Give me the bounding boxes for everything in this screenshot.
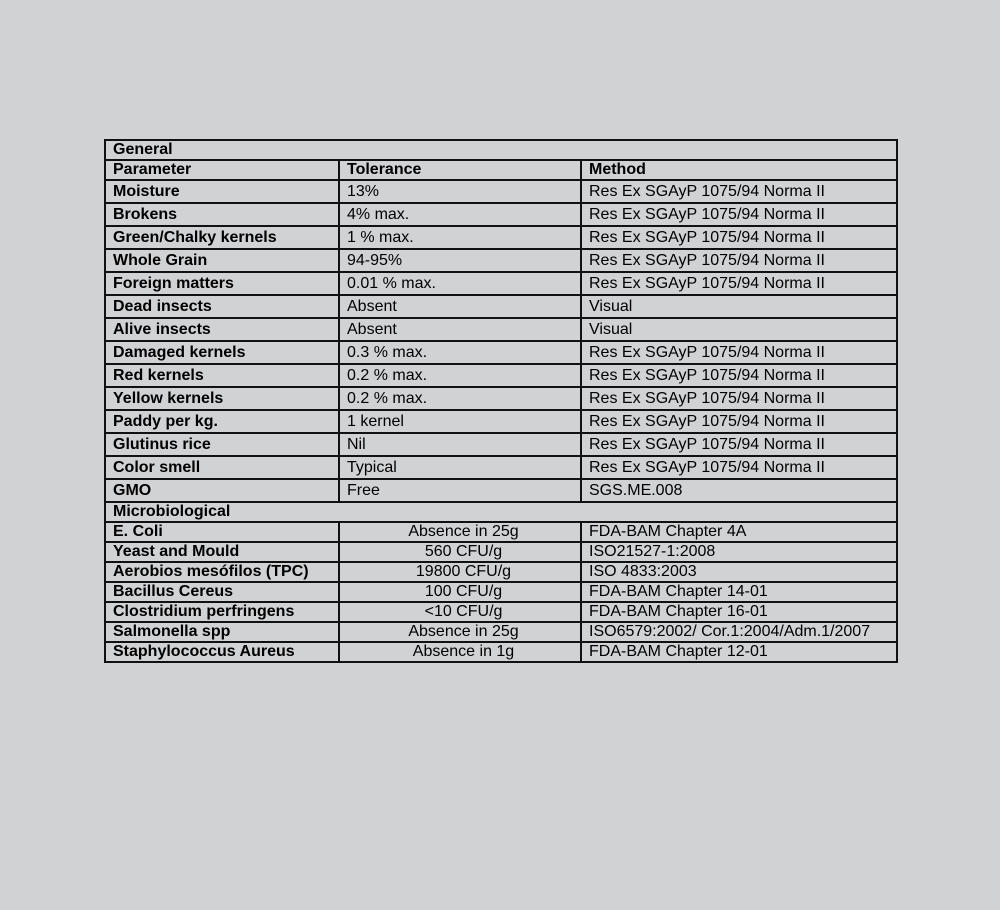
table-row <box>105 387 897 410</box>
tolerance-cell: 100 CFU/g <box>339 582 581 602</box>
method-cell: Visual <box>581 295 897 318</box>
method-cell: Res Ex SGAyP 1075/94 Norma II <box>581 249 897 272</box>
method-cell: FDA-BAM Chapter 14-01 <box>581 582 897 602</box>
parameter-cell: Salmonella spp <box>105 622 339 642</box>
tolerance-cell: 0.2 % max. <box>339 387 581 410</box>
tolerance-cell: <10 CFU/g <box>339 602 581 622</box>
method-cell: Res Ex SGAyP 1075/94 Norma II <box>581 272 897 295</box>
table-row <box>105 582 897 602</box>
tolerance-cell: Typical <box>339 456 581 479</box>
tolerance-column-header: Tolerance <box>339 160 581 180</box>
tolerance-cell: Absence in 1g <box>339 642 581 662</box>
table-row <box>105 272 897 295</box>
tolerance-cell: 0.2 % max. <box>339 364 581 387</box>
method-cell: FDA-BAM Chapter 4A <box>581 522 897 542</box>
tolerance-cell: 560 CFU/g <box>339 542 581 562</box>
method-cell: Res Ex SGAyP 1075/94 Norma II <box>581 341 897 364</box>
tolerance-cell: Absence in 25g <box>339 522 581 542</box>
table-row <box>105 602 897 622</box>
specification-table-body <box>105 140 897 662</box>
general-section-row <box>105 140 897 160</box>
method-cell: Res Ex SGAyP 1075/94 Norma II <box>581 433 897 456</box>
tolerance-cell: 4% max. <box>339 203 581 226</box>
general-section-title: General <box>105 140 897 160</box>
parameter-cell: Damaged kernels <box>105 341 339 364</box>
method-cell: ISO6579:2002/ Cor.1:2004/Adm.1/2007 <box>581 622 897 642</box>
tolerance-cell: 0.01 % max. <box>339 272 581 295</box>
parameter-cell: E. Coli <box>105 522 339 542</box>
tolerance-cell: 19800 CFU/g <box>339 562 581 582</box>
parameter-column-header: Parameter <box>105 160 339 180</box>
method-cell: ISO21527-1:2008 <box>581 542 897 562</box>
tolerance-cell: Absence in 25g <box>339 622 581 642</box>
method-cell: ISO 4833:2003 <box>581 562 897 582</box>
table-row <box>105 479 897 502</box>
table-row <box>105 456 897 479</box>
method-cell: SGS.ME.008 <box>581 479 897 502</box>
table-row <box>105 203 897 226</box>
method-cell: Res Ex SGAyP 1075/94 Norma II <box>581 226 897 249</box>
tolerance-cell: 94-95% <box>339 249 581 272</box>
parameter-cell: Aerobios mesófilos (TPC) <box>105 562 339 582</box>
microbiological-section-row <box>105 502 897 522</box>
table-row <box>105 433 897 456</box>
table-row <box>105 622 897 642</box>
table-row <box>105 318 897 341</box>
parameter-cell: Foreign matters <box>105 272 339 295</box>
table-row <box>105 642 897 662</box>
parameter-cell: Alive insects <box>105 318 339 341</box>
parameter-cell: Brokens <box>105 203 339 226</box>
parameter-cell: Clostridium perfringens <box>105 602 339 622</box>
parameter-cell: Paddy per kg. <box>105 410 339 433</box>
tolerance-cell: 1 kernel <box>339 410 581 433</box>
table-row <box>105 226 897 249</box>
table-row <box>105 364 897 387</box>
table-row <box>105 249 897 272</box>
tolerance-cell: 0.3 % max. <box>339 341 581 364</box>
method-cell: Res Ex SGAyP 1075/94 Norma II <box>581 203 897 226</box>
parameter-cell: Yellow kernels <box>105 387 339 410</box>
method-cell: Res Ex SGAyP 1075/94 Norma II <box>581 410 897 433</box>
table-row <box>105 295 897 318</box>
table-row <box>105 542 897 562</box>
tolerance-cell: Absent <box>339 318 581 341</box>
parameter-cell: Glutinus rice <box>105 433 339 456</box>
parameter-cell: Whole Grain <box>105 249 339 272</box>
parameter-cell: GMO <box>105 479 339 502</box>
table-row <box>105 410 897 433</box>
method-cell: Res Ex SGAyP 1075/94 Norma II <box>581 387 897 410</box>
microbiological-section-title: Microbiological <box>105 502 897 522</box>
table-row <box>105 562 897 582</box>
parameter-cell: Moisture <box>105 180 339 203</box>
method-cell: Visual <box>581 318 897 341</box>
table-row <box>105 522 897 542</box>
tolerance-cell: 1 % max. <box>339 226 581 249</box>
parameter-cell: Red kernels <box>105 364 339 387</box>
parameter-cell: Green/Chalky kernels <box>105 226 339 249</box>
parameter-cell: Bacillus Cereus <box>105 582 339 602</box>
column-header-row <box>105 160 897 180</box>
parameter-cell: Color smell <box>105 456 339 479</box>
method-cell: FDA-BAM Chapter 16-01 <box>581 602 897 622</box>
method-cell: Res Ex SGAyP 1075/94 Norma II <box>581 364 897 387</box>
tolerance-cell: Nil <box>339 433 581 456</box>
table-row <box>105 180 897 203</box>
tolerance-cell: 13% <box>339 180 581 203</box>
method-cell: FDA-BAM Chapter 12-01 <box>581 642 897 662</box>
tolerance-cell: Absent <box>339 295 581 318</box>
table-row <box>105 341 897 364</box>
parameter-cell: Yeast and Mould <box>105 542 339 562</box>
method-cell: Res Ex SGAyP 1075/94 Norma II <box>581 456 897 479</box>
parameter-cell: Staphylococcus Aureus <box>105 642 339 662</box>
method-column-header: Method <box>581 160 897 180</box>
method-cell: Res Ex SGAyP 1075/94 Norma II <box>581 180 897 203</box>
parameter-cell: Dead insects <box>105 295 339 318</box>
specification-table <box>104 139 898 663</box>
tolerance-cell: Free <box>339 479 581 502</box>
